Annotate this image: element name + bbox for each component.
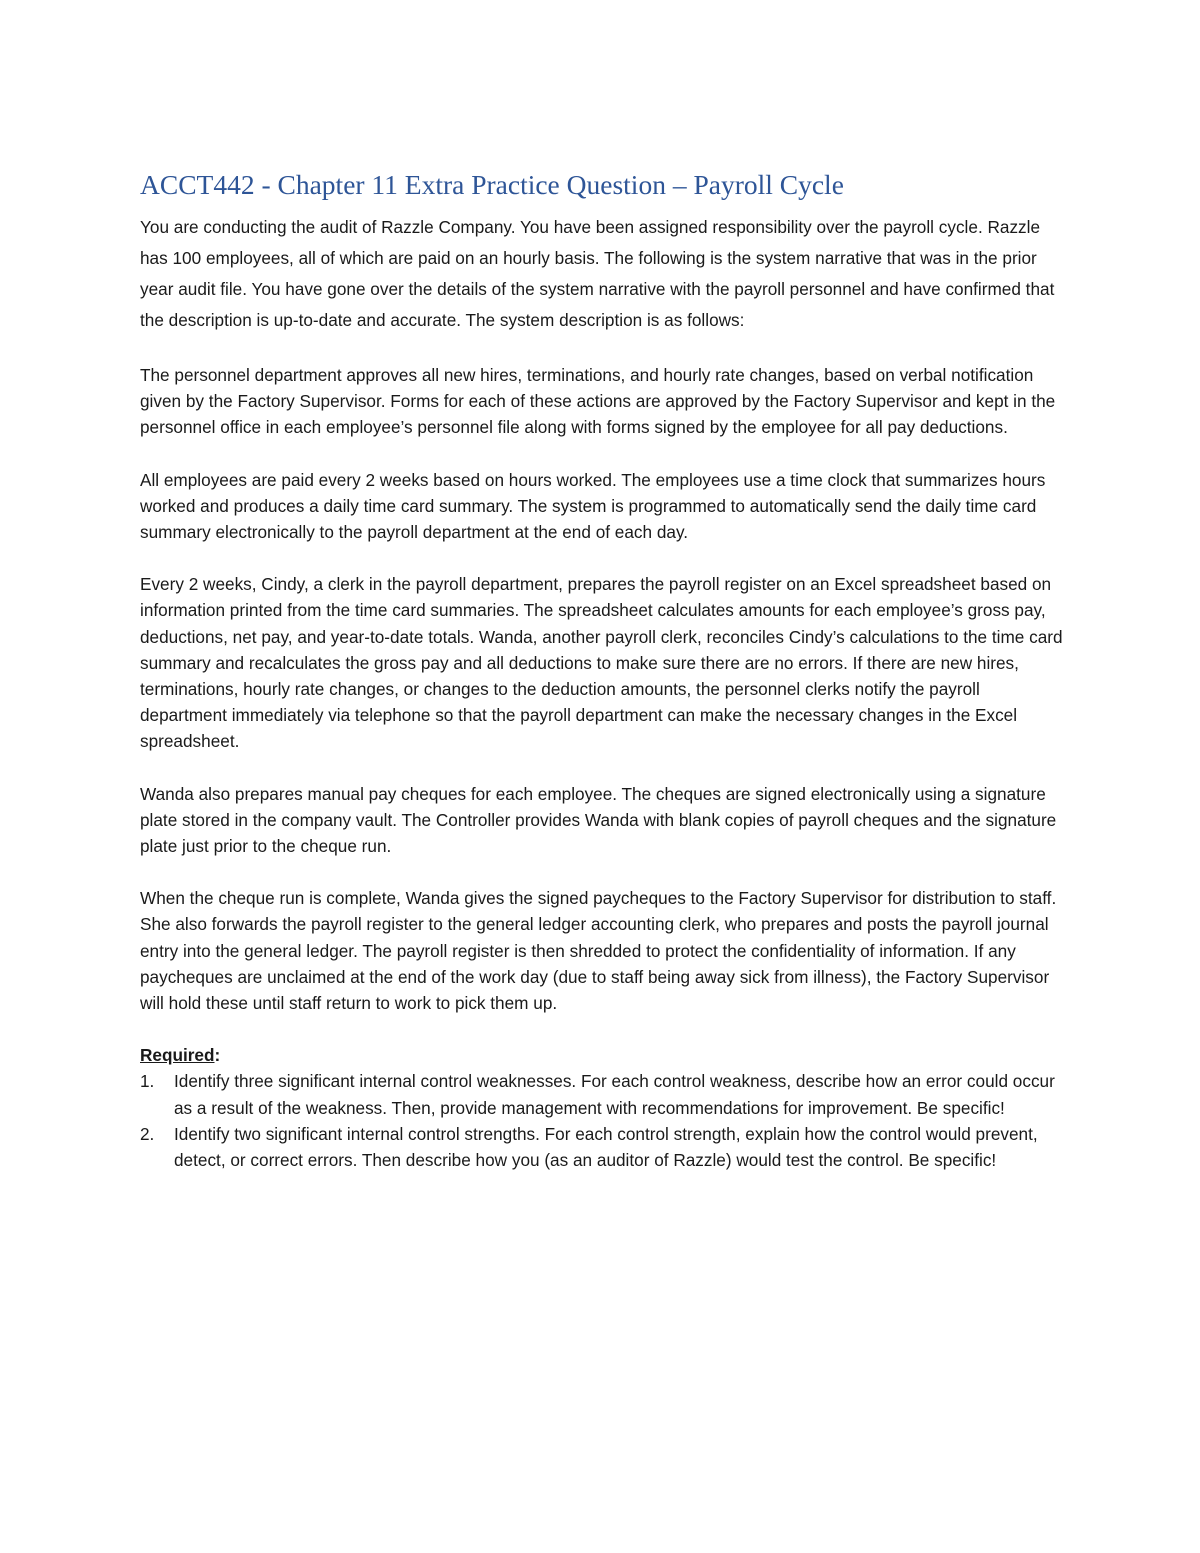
required-item-text: Identify two significant internal control strengths. For each control strength, explain how the control would prevent, detect, or correct errors. Then describe how you (as an auditor of Razzle) would test the control. Be specific! [174, 1123, 1038, 1171]
required-item-text: Identify three significant internal control weaknesses. For each control weakness, describe how an error could occur as a result of the weakness. Then, provide management with recommendations for improvement. Be specific! [174, 1071, 1055, 1118]
paragraph-payroll-register: Every 2 weeks, Cindy, a clerk in the payroll department, prepares the payroll register on an Excel spreadsheet based on information printed from the time card summaries. The spreadsheet calculates amounts for each employee’s gross pay, deductions, net pay, and year-to-date totals. Wanda, another payroll clerk, reconciles Cindy’s calculations to the time card summary and recalculates the gross pay and all deductions to make sure there are no errors. If there are new hires, terminations, hourly rate changes, or changes to the deduction amounts, the personnel clerks notify the payroll department immediately via telephone so that the payroll department can make the necessary changes in the Excel spreadsheet. [140, 574, 1063, 752]
required-item-number: 1. [140, 1071, 155, 1092]
paragraph-time-clock: All employees are paid every 2 weeks based on hours worked. The employees use a time clock that summarizes hours worked and produces a daily time card summary. The system is programmed to automatically send the daily time card summary electronically to the payroll department at the end of each day. [140, 469, 1046, 543]
document-body [140, 166, 1065, 1173]
required-item-number: 2. [140, 1123, 155, 1144]
document-title: ACCT442 - Chapter 11 Extra Practice Question – Payroll Cycle [140, 169, 844, 200]
required-item [140, 1068, 1065, 1120]
paragraph-pay-cheques: Wanda also prepares manual pay cheques for each employee. The cheques are signed electronically using a signature plate stored in the company vault. The Controller provides Wanda with blank copies of payroll cheques and the signature plate just prior to the cheque run. [140, 783, 1057, 857]
required-list [140, 1068, 1065, 1173]
required-item [140, 1121, 1065, 1173]
paragraph-cheque-distribution: When the cheque run is complete, Wanda gives the signed paycheques to the Factory Supervisor for distribution to staff. She also forwards the payroll register to the general ledger accounting clerk, who prepares and posts the payroll journal entry into the general ledger. The payroll register is then shredded to protect the confidentiality of information. If any paycheques are unclaimed at the end of the work day (due to staff being away sick from illness), the Factory Supervisor will hold these until staff return to work to pick them up. [140, 888, 1057, 1014]
required-colon: : [214, 1045, 221, 1066]
paragraph-personnel-approvals: The personnel department approves all new hires, terminations, and hourly rate changes, based on verbal notification given by the Factory Supervisor. Forms for each of these actions are approved by the Factory Supervisor and kept in the personnel office in each employee’s personnel file along with forms signed by the employee for all pay deductions. [140, 365, 1056, 438]
intro-paragraph: You are conducting the audit of Razzle Company. You have been assigned responsibility over the payroll cycle. Razzle has 100 employees, all of which are paid on an hourly basis. The following is the system narrative that was in the prior year audit file. You have gone over the details of the system narrative with the payroll personnel and have confirmed that the description is up-to-date and accurate. The system description is as follows: [140, 217, 1055, 330]
required-label: Required [140, 1045, 215, 1066]
required-heading [140, 1042, 1065, 1068]
